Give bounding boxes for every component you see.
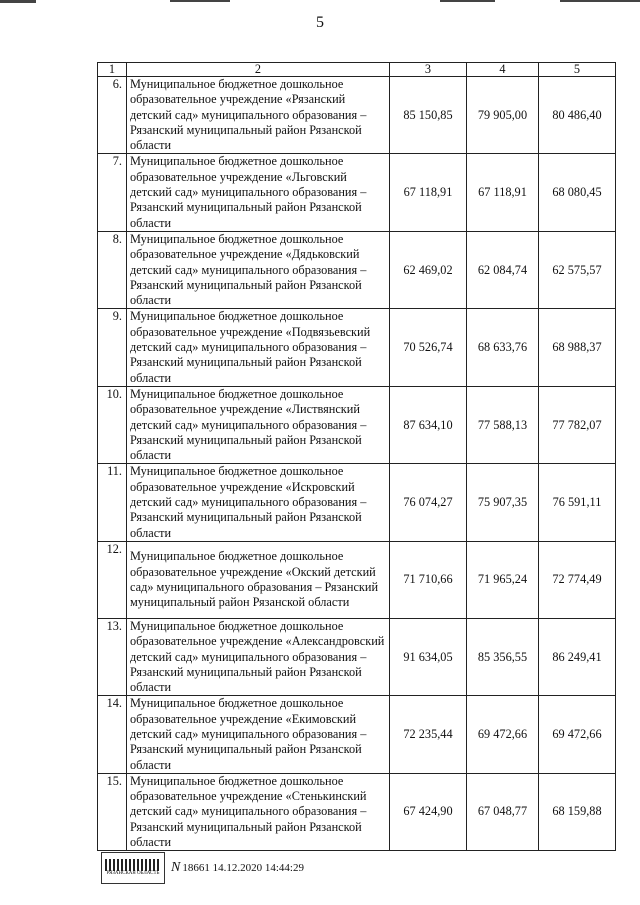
row-number: 13. [98,618,127,695]
institution-name: Муниципальное бюджетное дошкольное образовательное учреждение «Стенькинский детский сад» муниципального образования – Рязанский муниципальный район Рязанской области [127,773,390,850]
value-col-5: 68 080,45 [539,154,616,231]
scan-edge-mark [560,0,640,2]
page-number: 5 [316,14,324,31]
value-col-5: 86 249,41 [539,618,616,695]
row-number: 9. [98,309,127,386]
table-row [98,773,616,850]
institution-name: Муниципальное бюджетное дошкольное образовательное учреждение «Листвянский детский сад» муниципального образования – Рязанский муниципальный район Рязанской области [127,386,390,463]
value-col-3: 70 526,74 [390,309,467,386]
value-col-3: 87 634,10 [390,386,467,463]
scan-edge-mark [0,0,36,3]
value-col-3: 71 710,66 [390,541,467,618]
column-header: 2 [127,63,390,77]
value-col-5: 72 774,49 [539,541,616,618]
value-col-5: 62 575,57 [539,231,616,308]
institution-name: Муниципальное бюджетное дошкольное образовательное учреждение «Окский детский сад» муниципального образования – Рязанский муниципальный район Рязанской области [127,541,390,618]
value-col-4: 77 588,13 [467,386,539,463]
value-col-5: 69 472,66 [539,696,616,773]
value-col-4: 69 472,66 [467,696,539,773]
document-stamp [101,852,165,884]
scan-edge-mark [440,0,495,2]
document-registration-info: 18661 14.12.2020 14:44:29 [182,862,304,874]
signature-mark: N [171,860,181,875]
table-row [98,231,616,308]
institution-name: Муниципальное бюджетное дошкольное образовательное учреждение «Дядьковский детский сад» муниципального образования – Рязанский муниципальный район Рязанской области [127,231,390,308]
column-header: 4 [467,63,539,77]
institution-name: Муниципальное бюджетное дошкольное образовательное учреждение «Льговский детский сад» муниципального образования – Рязанский муниципальный район Рязанской области [127,154,390,231]
data-table [97,62,616,851]
institution-name: Муниципальное бюджетное дошкольное образовательное учреждение «Екимовский детский сад» муниципального образования – Рязанский муниципальный район Рязанской области [127,696,390,773]
institution-name: Муниципальное бюджетное дошкольное образовательное учреждение «Александровский детский сад» муниципального образования – Рязанский муниципальный район Рязанской области [127,618,390,695]
value-col-5: 76 591,11 [539,464,616,541]
value-col-3: 72 235,44 [390,696,467,773]
row-number: 6. [98,77,127,154]
value-col-4: 75 907,35 [467,464,539,541]
value-col-5: 77 782,07 [539,386,616,463]
column-header: 5 [539,63,616,77]
scan-edge-mark [170,0,230,2]
stamp-barcode [105,859,161,871]
value-col-3: 91 634,05 [390,618,467,695]
row-number: 15. [98,773,127,850]
value-col-3: 85 150,85 [390,77,467,154]
value-col-4: 71 965,24 [467,541,539,618]
value-col-4: 62 084,74 [467,231,539,308]
table-row [98,154,616,231]
value-col-4: 85 356,55 [467,618,539,695]
table-row [98,309,616,386]
table-row [98,386,616,463]
row-number: 12. [98,541,127,618]
table-row [98,618,616,695]
table-row [98,77,616,154]
table-header-row [98,63,616,77]
table-row [98,541,616,618]
institution-name: Муниципальное бюджетное дошкольное образовательное учреждение «Рязанский детский сад» муниципального образования – Рязанский муниципальный район Рязанской области [127,77,390,154]
table-row [98,696,616,773]
value-col-5: 68 988,37 [539,309,616,386]
stamp-label: РЯЗАНСКАЯ ОБЛАСТЬ [106,871,160,876]
value-col-3: 67 424,90 [390,773,467,850]
row-number: 11. [98,464,127,541]
value-col-5: 80 486,40 [539,77,616,154]
row-number: 14. [98,696,127,773]
value-col-3: 62 469,02 [390,231,467,308]
value-col-5: 68 159,88 [539,773,616,850]
institution-name: Муниципальное бюджетное дошкольное образовательное учреждение «Подвязьевский детский сад» муниципального образования – Рязанский муниципальный район Рязанской области [127,309,390,386]
value-col-3: 67 118,91 [390,154,467,231]
institution-name: Муниципальное бюджетное дошкольное образовательное учреждение «Искровский детский сад» муниципального образования – Рязанский муниципальный район Рязанской области [127,464,390,541]
value-col-4: 67 118,91 [467,154,539,231]
document-footer [101,852,304,884]
row-number: 8. [98,231,127,308]
table-row [98,464,616,541]
row-number: 7. [98,154,127,231]
value-col-3: 76 074,27 [390,464,467,541]
value-col-4: 68 633,76 [467,309,539,386]
value-col-4: 67 048,77 [467,773,539,850]
value-col-4: 79 905,00 [467,77,539,154]
column-header: 1 [98,63,127,77]
row-number: 10. [98,386,127,463]
column-header: 3 [390,63,467,77]
